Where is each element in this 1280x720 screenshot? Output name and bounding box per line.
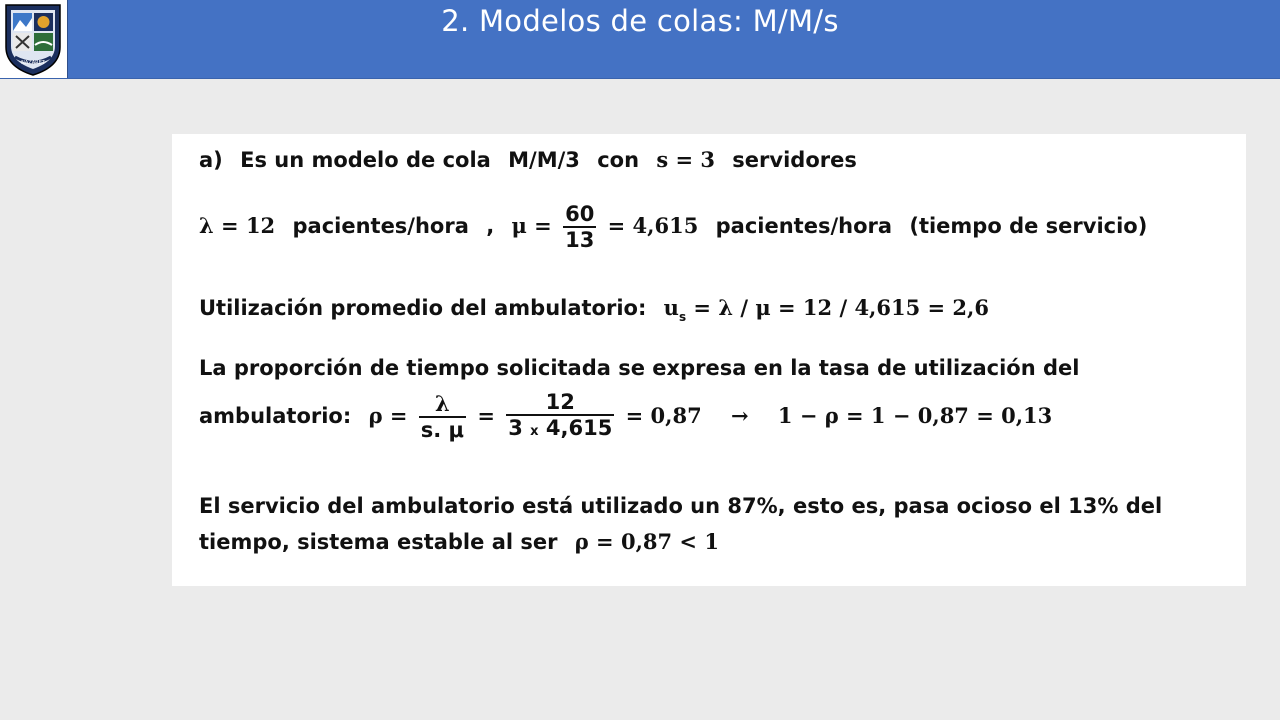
arrow: → <box>731 403 749 428</box>
rho-denominator-1: s. μ <box>420 418 464 442</box>
rho-equals: = <box>477 403 495 428</box>
util-symbol: u <box>663 295 679 320</box>
mu-numerator: 60 <box>565 202 595 226</box>
rho-label: ambulatorio: <box>199 404 352 428</box>
conclusion-expr: ρ = 0,87 < 1 <box>574 529 719 554</box>
rho-lhs: ρ = <box>368 403 408 428</box>
util-subscript: s <box>678 310 687 324</box>
model-name: M/M/3 <box>508 148 580 172</box>
proportion-text: La proporción de tiempo solicitada se expresa en la tasa de utilización del <box>199 356 1080 380</box>
mu-denominator: 13 <box>565 228 595 252</box>
rho-numerator-1: λ <box>435 391 450 416</box>
line-rates <box>199 202 1147 252</box>
util-expression: = λ / μ = 12 / 4,615 = 2,6 <box>693 295 989 320</box>
rho-den2-x: x <box>530 424 539 439</box>
line-model <box>199 147 857 173</box>
util-label: Utilización promedio del ambulatorio: <box>199 296 647 320</box>
mu-fraction <box>563 202 596 252</box>
mu-rhs: = 4,615 <box>607 213 699 238</box>
page-title: 2. Modelos de colas: M/M/s <box>441 4 839 38</box>
rho-fraction-2 <box>506 390 614 444</box>
rho-denominator-2 <box>506 414 614 444</box>
mu-units: pacientes/hora <box>715 214 893 238</box>
line-rho <box>199 390 1052 444</box>
content-card <box>172 134 1246 586</box>
rho-complement: 1 − ρ = 1 − 0,87 = 0,13 <box>777 403 1053 428</box>
rates-comma: , <box>486 214 495 238</box>
rho-den2-b: 4,615 <box>545 416 613 440</box>
servers-eq: s = 3 <box>656 147 715 172</box>
mu-lhs: μ = <box>511 213 552 238</box>
rho-den2-a: 3 <box>508 416 523 440</box>
model-con: con <box>597 148 640 172</box>
conclusion-text-1: El servicio del ambulatorio está utilizado un 87%, esto es, pasa ocioso el 13% del <box>199 494 1163 518</box>
model-intro: Es un modelo de cola <box>240 148 491 172</box>
line-proportion <box>199 355 1079 381</box>
rho-numerator-2: 12 <box>545 390 575 414</box>
lambda-units: pacientes/hora <box>292 214 469 238</box>
conclusion-text-2: tiempo, sistema estable al ser <box>199 530 558 554</box>
mu-note: (tiempo de servicio) <box>909 214 1148 238</box>
item-label-a: a) <box>199 148 223 172</box>
logo-text: NAZARET <box>21 60 45 66</box>
rho-fraction-1 <box>419 392 466 442</box>
line-conclusion-1 <box>199 493 1162 519</box>
title-bar <box>0 0 1280 79</box>
line-utilization <box>199 295 989 330</box>
lambda-eq: λ = 12 <box>199 213 276 238</box>
rho-rhs: = 0,87 <box>625 403 702 428</box>
line-conclusion-2 <box>199 529 719 555</box>
servers-word: servidores <box>732 148 857 172</box>
